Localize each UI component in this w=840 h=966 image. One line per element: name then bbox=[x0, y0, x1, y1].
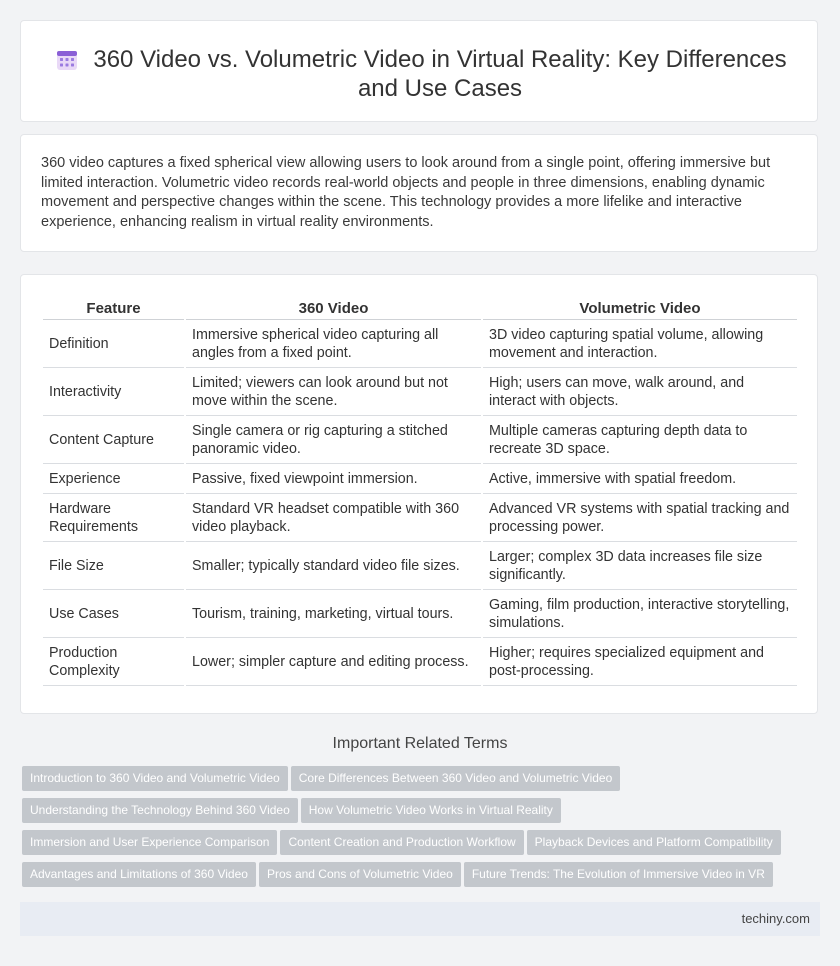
table-row bbox=[43, 494, 797, 542]
feature-cell: Definition bbox=[43, 320, 184, 368]
related-term-tag[interactable]: Immersion and User Experience Comparison bbox=[22, 830, 277, 855]
volumetric-cell: Advanced VR systems with spatial tracking and processing power. bbox=[483, 494, 797, 542]
feature-cell: Interactivity bbox=[43, 368, 184, 416]
feature-cell: Hardware Requirements bbox=[43, 494, 184, 542]
feature-cell: Experience bbox=[43, 464, 184, 494]
table-row bbox=[43, 320, 797, 368]
header-360-video: 360 Video bbox=[186, 295, 481, 320]
video-360-cell: Tourism, training, marketing, virtual tours. bbox=[186, 590, 481, 638]
video-360-cell: Standard VR headset compatible with 360 video playback. bbox=[186, 494, 481, 542]
video-360-cell: Lower; simpler capture and editing process. bbox=[186, 638, 481, 686]
table-row bbox=[43, 542, 797, 590]
related-term-tag[interactable]: How Volumetric Video Works in Virtual Reality bbox=[301, 798, 561, 823]
table-header-row bbox=[43, 295, 797, 320]
tag-row bbox=[22, 766, 822, 798]
volumetric-cell: 3D video capturing spatial volume, allowing movement and interaction. bbox=[483, 320, 797, 368]
related-term-tag[interactable]: Introduction to 360 Video and Volumetric Video bbox=[22, 766, 288, 791]
video-360-cell: Single camera or rig capturing a stitched panoramic video. bbox=[186, 416, 481, 464]
tag-row bbox=[22, 830, 822, 862]
feature-cell: Use Cases bbox=[43, 590, 184, 638]
table-row bbox=[43, 638, 797, 686]
related-term-tag[interactable]: Core Differences Between 360 Video and Volumetric Video bbox=[291, 766, 621, 791]
table-row bbox=[43, 416, 797, 464]
header-volumetric-video: Volumetric Video bbox=[483, 295, 797, 320]
header-feature: Feature bbox=[43, 295, 184, 320]
video-360-cell: Passive, fixed viewpoint immersion. bbox=[186, 464, 481, 494]
related-term-tag[interactable]: Pros and Cons of Volumetric Video bbox=[259, 862, 461, 887]
comparison-card bbox=[20, 274, 818, 714]
footer-site-link[interactable]: techiny.com bbox=[741, 911, 810, 926]
volumetric-cell: Multiple cameras capturing depth data to recreate 3D space. bbox=[483, 416, 797, 464]
volumetric-cell: Higher; requires specialized equipment and post-processing. bbox=[483, 638, 797, 686]
volumetric-cell: Active, immersive with spatial freedom. bbox=[483, 464, 797, 494]
calendar-grid-icon bbox=[55, 48, 79, 72]
intro-paragraph: 360 video captures a fixed spherical view allowing users to look around from a single point, offering immersive but limited interaction. Volumetric video records real-world objects and people in three dimensions, enabling dynamic movement and perspective changes within the scene. This technology provides a more lifelike and interactive experience, enhancing realism in virtual reality environments. bbox=[41, 155, 771, 230]
related-term-tag[interactable]: Understanding the Technology Behind 360 Video bbox=[22, 798, 298, 823]
related-terms-list bbox=[22, 766, 822, 894]
title-card bbox=[20, 20, 818, 122]
tag-row bbox=[22, 798, 822, 830]
video-360-cell: Immersive spherical video capturing all angles from a fixed point. bbox=[186, 320, 481, 368]
table-row bbox=[43, 590, 797, 638]
feature-cell: Production Complexity bbox=[43, 638, 184, 686]
related-term-tag[interactable]: Future Trends: The Evolution of Immersive Video in VR bbox=[464, 862, 773, 887]
feature-cell: File Size bbox=[43, 542, 184, 590]
volumetric-cell: Gaming, film production, interactive storytelling, simulations. bbox=[483, 590, 797, 638]
table-row bbox=[43, 368, 797, 416]
video-360-cell: Limited; viewers can look around but not move within the scene. bbox=[186, 368, 481, 416]
page-title: 360 Video vs. Volumetric Video in Virtual Reality: Key Differences and Use Cases bbox=[93, 46, 787, 102]
volumetric-cell: High; users can move, walk around, and interact with objects. bbox=[483, 368, 797, 416]
video-360-cell: Smaller; typically standard video file sizes. bbox=[186, 542, 481, 590]
intro-card bbox=[20, 134, 818, 252]
related-term-tag[interactable]: Playback Devices and Platform Compatibility bbox=[527, 830, 781, 855]
related-term-tag[interactable]: Advantages and Limitations of 360 Video bbox=[22, 862, 256, 887]
volumetric-cell: Larger; complex 3D data increases file size significantly. bbox=[483, 542, 797, 590]
footer bbox=[20, 902, 820, 936]
comparison-table bbox=[41, 295, 799, 686]
tag-row bbox=[22, 862, 822, 894]
related-term-tag[interactable]: Content Creation and Production Workflow bbox=[280, 830, 523, 855]
feature-cell: Content Capture bbox=[43, 416, 184, 464]
table-row bbox=[43, 464, 797, 494]
related-terms-heading: Important Related Terms bbox=[332, 735, 508, 752]
